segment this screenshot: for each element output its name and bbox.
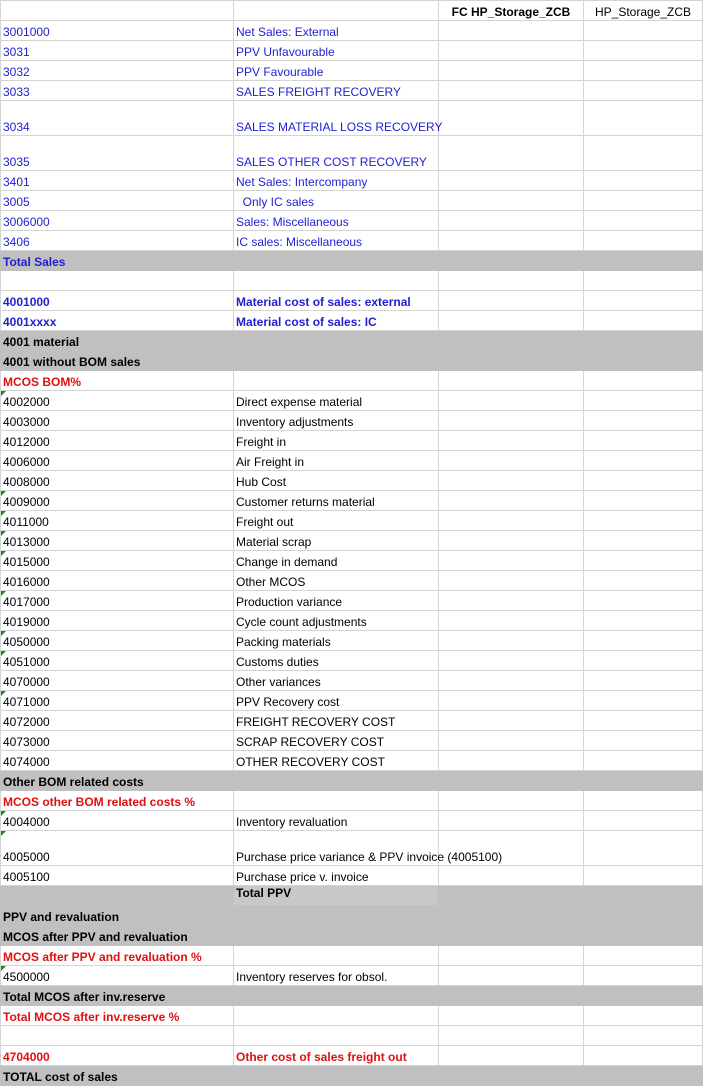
value-cell[interactable] bbox=[439, 331, 584, 351]
table-row bbox=[1, 451, 703, 471]
value-cell[interactable] bbox=[439, 886, 584, 906]
table-row bbox=[1, 61, 703, 81]
description-cell[interactable]: Inventory reserves for obsol. bbox=[234, 966, 439, 986]
value-cell[interactable] bbox=[439, 411, 584, 431]
value-cell[interactable] bbox=[439, 1006, 584, 1026]
percent-label-cell[interactable]: MCOS after PPV and revaluation % bbox=[1, 946, 234, 966]
account-cell[interactable]: 4004000 bbox=[1, 811, 234, 831]
account-cell[interactable]: 4073000 bbox=[1, 731, 234, 751]
total-label-cell[interactable]: 4001 material bbox=[1, 331, 234, 351]
description-cell[interactable]: Other MCOS bbox=[234, 571, 439, 591]
table-row bbox=[1, 171, 703, 191]
value-cell[interactable] bbox=[584, 431, 703, 451]
value-cell[interactable] bbox=[584, 471, 703, 491]
percent-row bbox=[1, 371, 703, 391]
value-cell[interactable] bbox=[584, 711, 703, 731]
account-cell[interactable]: 4072000 bbox=[1, 711, 234, 731]
value-cell[interactable] bbox=[584, 371, 703, 391]
description-cell[interactable]: OTHER RECOVERY COST bbox=[234, 751, 439, 771]
description-cell[interactable] bbox=[234, 251, 439, 271]
description-cell[interactable]: Sales: Miscellaneous bbox=[234, 211, 439, 231]
table-row bbox=[1, 1046, 703, 1066]
table-row bbox=[1, 471, 703, 491]
value-cell[interactable] bbox=[439, 631, 584, 651]
account-cell[interactable]: 3031 bbox=[1, 41, 234, 61]
description-cell[interactable] bbox=[234, 906, 439, 926]
value-cell[interactable] bbox=[584, 831, 703, 866]
account-cell[interactable]: 3406 bbox=[1, 231, 234, 251]
total-label-cell[interactable]: TOTAL cost of sales bbox=[1, 1066, 234, 1086]
description-cell[interactable] bbox=[234, 1066, 439, 1086]
description-cell[interactable]: Material cost of sales: IC bbox=[234, 311, 439, 331]
value-cell[interactable] bbox=[584, 411, 703, 431]
description-cell[interactable]: SALES OTHER COST RECOVERY bbox=[234, 136, 439, 171]
value-cell[interactable] bbox=[439, 811, 584, 831]
value-cell[interactable] bbox=[439, 711, 584, 731]
description-cell[interactable]: Inventory adjustments bbox=[234, 411, 439, 431]
value-cell[interactable] bbox=[584, 451, 703, 471]
table-row bbox=[1, 411, 703, 431]
table-row bbox=[1, 571, 703, 591]
value-cell[interactable] bbox=[439, 906, 584, 926]
value-cell[interactable] bbox=[439, 986, 584, 1006]
account-cell[interactable]: 4017000 bbox=[1, 591, 234, 611]
value-cell[interactable] bbox=[439, 81, 584, 101]
description-cell[interactable] bbox=[234, 791, 439, 811]
account-cell[interactable]: 4015000 bbox=[1, 551, 234, 571]
value-cell[interactable] bbox=[584, 791, 703, 811]
value-cell[interactable] bbox=[439, 231, 584, 251]
percent-label-cell[interactable]: Total MCOS after inv.reserve % bbox=[1, 1006, 234, 1026]
value-cell[interactable] bbox=[584, 391, 703, 411]
description-cell[interactable]: Only IC sales bbox=[234, 191, 439, 211]
description-cell[interactable] bbox=[234, 271, 439, 291]
percent-row bbox=[1, 946, 703, 966]
account-cell[interactable]: 4005000 bbox=[1, 831, 234, 866]
description-cell[interactable]: Purchase price variance & PPV invoice (4005100) bbox=[234, 831, 439, 866]
description-cell[interactable]: Material cost of sales: external bbox=[234, 291, 439, 311]
value-cell[interactable] bbox=[439, 41, 584, 61]
comment-marker-icon bbox=[1, 491, 6, 496]
value-cell[interactable] bbox=[584, 671, 703, 691]
value-cell[interactable] bbox=[584, 631, 703, 651]
value-cell[interactable] bbox=[439, 351, 584, 371]
percent-row bbox=[1, 791, 703, 811]
account-cell[interactable]: 3032 bbox=[1, 61, 234, 81]
table-row bbox=[1, 136, 703, 171]
total-row bbox=[1, 251, 703, 271]
percent-label-cell[interactable]: MCOS BOM% bbox=[1, 371, 234, 391]
description-cell[interactable]: FREIGHT RECOVERY COST bbox=[234, 711, 439, 731]
value-cell[interactable] bbox=[439, 191, 584, 211]
value-cell[interactable] bbox=[439, 571, 584, 591]
value-cell[interactable] bbox=[584, 966, 703, 986]
total-row bbox=[1, 926, 703, 946]
value-cell[interactable] bbox=[584, 591, 703, 611]
table-row bbox=[1, 101, 703, 136]
total-row bbox=[1, 771, 703, 791]
account-cell[interactable]: 4051000 bbox=[1, 651, 234, 671]
description-cell[interactable]: Material scrap bbox=[234, 531, 439, 551]
value-cell[interactable] bbox=[439, 671, 584, 691]
account-cell[interactable] bbox=[1, 271, 234, 291]
value-cell[interactable] bbox=[584, 41, 703, 61]
value-cell[interactable] bbox=[584, 926, 703, 946]
table-row bbox=[1, 671, 703, 691]
total-label-cell[interactable]: Other BOM related costs bbox=[1, 771, 234, 791]
table-row bbox=[1, 631, 703, 651]
value-cell[interactable] bbox=[584, 211, 703, 231]
table-row bbox=[1, 1026, 703, 1046]
description-cell[interactable]: Freight out bbox=[234, 511, 439, 531]
value-cell[interactable] bbox=[584, 731, 703, 751]
total-row bbox=[1, 906, 703, 926]
table-row bbox=[1, 866, 703, 886]
description-cell[interactable]: Net Sales: External bbox=[234, 21, 439, 41]
value-cell[interactable] bbox=[439, 771, 584, 791]
description-cell[interactable]: Purchase price v. invoice bbox=[234, 866, 439, 886]
value-cell[interactable] bbox=[439, 61, 584, 81]
header-cell-fc-hp-storage[interactable]: FC HP_Storage_ZCB bbox=[439, 1, 584, 21]
total-row bbox=[1, 331, 703, 351]
value-cell[interactable] bbox=[584, 81, 703, 101]
value-cell[interactable] bbox=[439, 926, 584, 946]
description-cell[interactable]: Inventory revaluation bbox=[234, 811, 439, 831]
total-row bbox=[1, 1066, 703, 1086]
account-cell[interactable]: 4001000 bbox=[1, 291, 234, 311]
table-row bbox=[1, 811, 703, 831]
comment-marker-icon bbox=[1, 531, 6, 536]
description-cell[interactable] bbox=[234, 926, 439, 946]
account-cell[interactable]: 4011000 bbox=[1, 511, 234, 531]
value-cell[interactable] bbox=[584, 171, 703, 191]
header-cell-hp-storage[interactable]: HP_Storage_ZCB bbox=[584, 1, 703, 21]
account-cell[interactable]: 3005 bbox=[1, 191, 234, 211]
value-cell[interactable] bbox=[439, 371, 584, 391]
description-cell[interactable]: Change in demand bbox=[234, 551, 439, 571]
value-cell[interactable] bbox=[584, 136, 703, 171]
table-row bbox=[1, 81, 703, 101]
table-row bbox=[1, 391, 703, 411]
value-cell[interactable] bbox=[584, 551, 703, 571]
description-cell[interactable]: Direct expense material bbox=[234, 391, 439, 411]
table-row bbox=[1, 21, 703, 41]
account-cell[interactable]: 4070000 bbox=[1, 671, 234, 691]
table-row bbox=[1, 291, 703, 311]
comment-marker-icon bbox=[1, 831, 6, 836]
value-cell[interactable] bbox=[584, 886, 703, 906]
account-cell[interactable]: 4001xxxx bbox=[1, 311, 234, 331]
description-cell[interactable] bbox=[234, 331, 439, 351]
table-row bbox=[1, 271, 703, 291]
description-cell[interactable] bbox=[234, 351, 439, 371]
total-label-cell[interactable]: MCOS after PPV and revaluation bbox=[1, 926, 234, 946]
value-cell[interactable] bbox=[584, 491, 703, 511]
value-cell[interactable] bbox=[439, 311, 584, 331]
comment-marker-icon bbox=[1, 391, 6, 396]
value-cell[interactable] bbox=[439, 591, 584, 611]
comment-marker-icon bbox=[1, 511, 6, 516]
table-row bbox=[1, 311, 703, 331]
value-cell[interactable] bbox=[439, 391, 584, 411]
value-cell[interactable] bbox=[584, 571, 703, 591]
value-cell[interactable] bbox=[439, 271, 584, 291]
value-cell[interactable] bbox=[439, 966, 584, 986]
value-cell[interactable] bbox=[584, 191, 703, 211]
value-cell[interactable] bbox=[584, 291, 703, 311]
table-row bbox=[1, 966, 703, 986]
table-row bbox=[1, 731, 703, 751]
account-cell[interactable]: 4008000 bbox=[1, 471, 234, 491]
description-cell[interactable] bbox=[234, 771, 439, 791]
value-cell[interactable] bbox=[439, 171, 584, 191]
description-cell[interactable]: Net Sales: Intercompany bbox=[234, 171, 439, 191]
description-cell[interactable] bbox=[234, 371, 439, 391]
account-cell[interactable] bbox=[1, 1026, 234, 1046]
description-cell[interactable]: Packing materials bbox=[234, 631, 439, 651]
value-cell[interactable] bbox=[439, 211, 584, 231]
value-cell[interactable] bbox=[439, 611, 584, 631]
value-cell[interactable] bbox=[584, 1046, 703, 1066]
description-cell[interactable] bbox=[234, 1026, 439, 1046]
description-cell[interactable]: Other variances bbox=[234, 671, 439, 691]
description-cell[interactable]: Freight in bbox=[234, 431, 439, 451]
description-cell[interactable]: Customs duties bbox=[234, 651, 439, 671]
table-row bbox=[1, 511, 703, 531]
total-label-cell[interactable]: 4001 without BOM sales bbox=[1, 351, 234, 371]
description-cell[interactable]: SCRAP RECOVERY COST bbox=[234, 731, 439, 751]
account-cell[interactable] bbox=[1, 886, 234, 906]
value-cell[interactable] bbox=[439, 511, 584, 531]
table-row bbox=[1, 231, 703, 251]
account-cell[interactable]: 4005100 bbox=[1, 866, 234, 886]
value-cell[interactable] bbox=[584, 691, 703, 711]
description-cell[interactable]: Production variance bbox=[234, 591, 439, 611]
description-cell[interactable] bbox=[234, 986, 439, 1006]
value-cell[interactable] bbox=[584, 271, 703, 291]
description-cell[interactable]: Customer returns material bbox=[234, 491, 439, 511]
value-cell[interactable] bbox=[439, 1026, 584, 1046]
value-cell[interactable] bbox=[584, 866, 703, 886]
value-cell[interactable] bbox=[584, 811, 703, 831]
table-row bbox=[1, 41, 703, 61]
comment-marker-icon bbox=[1, 591, 6, 596]
value-cell[interactable] bbox=[439, 946, 584, 966]
value-cell[interactable] bbox=[439, 471, 584, 491]
value-cell[interactable] bbox=[439, 431, 584, 451]
value-cell[interactable] bbox=[584, 101, 703, 136]
value-cell[interactable] bbox=[584, 1066, 703, 1086]
account-cell[interactable]: 4050000 bbox=[1, 631, 234, 651]
value-cell[interactable] bbox=[584, 511, 703, 531]
comment-marker-icon bbox=[1, 691, 6, 696]
value-cell[interactable] bbox=[584, 651, 703, 671]
description-cell[interactable]: PPV Recovery cost bbox=[234, 691, 439, 711]
description-cell[interactable]: SALES MATERIAL LOSS RECOVERY bbox=[234, 101, 439, 136]
account-cell[interactable]: 4012000 bbox=[1, 431, 234, 451]
description-cell[interactable]: IC sales: Miscellaneous bbox=[234, 231, 439, 251]
comment-marker-icon bbox=[1, 551, 6, 556]
account-cell[interactable]: 3033 bbox=[1, 81, 234, 101]
table-row bbox=[1, 831, 703, 866]
table-row bbox=[1, 751, 703, 771]
total-label-cell[interactable]: Total Sales bbox=[1, 251, 234, 271]
description-cell[interactable]: SALES FREIGHT RECOVERY bbox=[234, 81, 439, 101]
header-cell-a[interactable] bbox=[1, 1, 234, 21]
value-cell[interactable] bbox=[439, 791, 584, 811]
value-cell[interactable] bbox=[584, 946, 703, 966]
value-cell[interactable] bbox=[584, 311, 703, 331]
value-cell[interactable] bbox=[584, 771, 703, 791]
value-cell[interactable] bbox=[584, 251, 703, 271]
table-row bbox=[1, 651, 703, 671]
total-row bbox=[1, 886, 703, 906]
account-cell[interactable]: 3034 bbox=[1, 101, 234, 136]
value-cell[interactable] bbox=[584, 906, 703, 926]
value-cell[interactable] bbox=[584, 61, 703, 81]
table-row bbox=[1, 431, 703, 451]
value-cell[interactable] bbox=[439, 651, 584, 671]
value-cell[interactable] bbox=[439, 291, 584, 311]
table-row bbox=[1, 531, 703, 551]
value-cell[interactable] bbox=[439, 1066, 584, 1086]
header-cell-b[interactable] bbox=[234, 1, 439, 21]
description-cell[interactable] bbox=[234, 1006, 439, 1026]
value-cell[interactable] bbox=[584, 1026, 703, 1046]
value-cell[interactable] bbox=[584, 351, 703, 371]
comment-marker-icon bbox=[1, 651, 6, 656]
comment-marker-icon bbox=[1, 631, 6, 636]
percent-label-cell[interactable]: MCOS other BOM related costs % bbox=[1, 791, 234, 811]
description-cell[interactable]: PPV Unfavourable bbox=[234, 41, 439, 61]
account-cell[interactable]: 4006000 bbox=[1, 451, 234, 471]
description-cell[interactable] bbox=[234, 946, 439, 966]
header-row bbox=[1, 1, 703, 21]
value-cell[interactable] bbox=[584, 331, 703, 351]
account-cell[interactable]: 3035 bbox=[1, 136, 234, 171]
value-cell[interactable] bbox=[439, 551, 584, 571]
value-cell[interactable] bbox=[439, 136, 584, 171]
account-cell[interactable]: 4071000 bbox=[1, 691, 234, 711]
value-cell[interactable] bbox=[439, 251, 584, 271]
table-row bbox=[1, 591, 703, 611]
value-cell[interactable] bbox=[584, 531, 703, 551]
percent-row bbox=[1, 1006, 703, 1026]
value-cell[interactable] bbox=[439, 491, 584, 511]
table-row bbox=[1, 491, 703, 511]
table-row bbox=[1, 711, 703, 731]
value-cell[interactable] bbox=[584, 986, 703, 1006]
value-cell[interactable] bbox=[439, 831, 584, 866]
value-cell[interactable] bbox=[439, 731, 584, 751]
value-cell[interactable] bbox=[439, 101, 584, 136]
value-cell[interactable] bbox=[439, 21, 584, 41]
value-cell[interactable] bbox=[584, 231, 703, 251]
value-cell[interactable] bbox=[584, 751, 703, 771]
table-row bbox=[1, 191, 703, 211]
total-label-cell[interactable]: Total PPV bbox=[234, 886, 439, 906]
account-cell[interactable]: 4002000 bbox=[1, 391, 234, 411]
account-cell[interactable]: 3001000 bbox=[1, 21, 234, 41]
value-cell[interactable] bbox=[439, 451, 584, 471]
total-row bbox=[1, 986, 703, 1006]
account-cell[interactable]: 4003000 bbox=[1, 411, 234, 431]
account-cell[interactable]: 4704000 bbox=[1, 1046, 234, 1066]
account-cell[interactable]: 4009000 bbox=[1, 491, 234, 511]
account-cell[interactable]: 4074000 bbox=[1, 751, 234, 771]
value-cell[interactable] bbox=[439, 866, 584, 886]
description-cell[interactable]: Air Freight in bbox=[234, 451, 439, 471]
value-cell[interactable] bbox=[584, 611, 703, 631]
value-cell[interactable] bbox=[439, 531, 584, 551]
table-row bbox=[1, 211, 703, 231]
table-row bbox=[1, 611, 703, 631]
total-label-cell[interactable]: Total MCOS after inv.reserve bbox=[1, 986, 234, 1006]
value-cell[interactable] bbox=[439, 1046, 584, 1066]
description-cell[interactable]: Hub Cost bbox=[234, 471, 439, 491]
description-cell[interactable]: Cycle count adjustments bbox=[234, 611, 439, 631]
comment-marker-icon bbox=[1, 966, 6, 971]
description-cell[interactable]: Other cost of sales freight out bbox=[234, 1046, 439, 1066]
value-cell[interactable] bbox=[584, 1006, 703, 1026]
account-cell[interactable]: 3401 bbox=[1, 171, 234, 191]
account-cell[interactable]: 4016000 bbox=[1, 571, 234, 591]
total-row bbox=[1, 351, 703, 371]
value-cell[interactable] bbox=[439, 691, 584, 711]
account-cell[interactable]: 4019000 bbox=[1, 611, 234, 631]
account-cell[interactable]: 3006000 bbox=[1, 211, 234, 231]
comment-marker-icon bbox=[1, 811, 6, 816]
value-cell[interactable] bbox=[439, 751, 584, 771]
table-row bbox=[1, 551, 703, 571]
account-cell[interactable]: 4500000 bbox=[1, 966, 234, 986]
table-row bbox=[1, 691, 703, 711]
account-cell[interactable]: 4013000 bbox=[1, 531, 234, 551]
total-label-cell[interactable]: PPV and revaluation bbox=[1, 906, 234, 926]
description-cell[interactable]: PPV Favourable bbox=[234, 61, 439, 81]
value-cell[interactable] bbox=[584, 21, 703, 41]
